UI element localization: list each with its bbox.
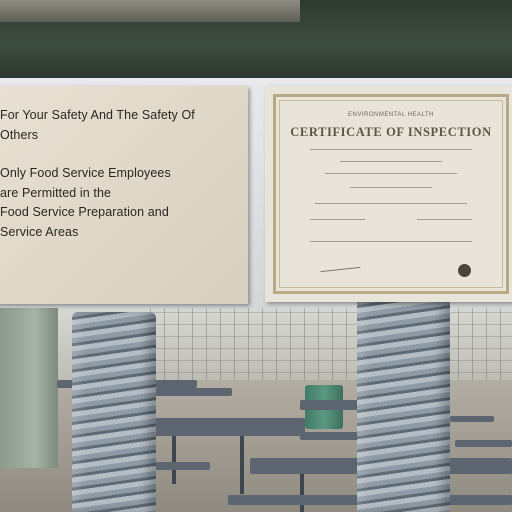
picnic-bench	[455, 440, 512, 447]
sign-line: Service Areas	[0, 224, 79, 239]
striped-pillar-left	[72, 312, 156, 512]
striped-pillar-right	[357, 300, 450, 512]
certificate-rule	[417, 219, 472, 220]
sign-line: Food Service Preparation and	[0, 205, 169, 219]
sign-line: are Permitted in the	[0, 185, 112, 200]
sign-line: For Your Safety And The Safety Of	[0, 108, 195, 122]
certificate-inner-frame	[279, 100, 503, 288]
certificate-rule	[315, 203, 467, 204]
picnic-table	[300, 400, 360, 410]
table-leg	[240, 436, 244, 494]
picnic-table	[155, 418, 305, 436]
table-leg	[172, 436, 176, 484]
certificate-rule	[310, 241, 472, 242]
picnic-bench	[450, 416, 494, 422]
certificate-rule	[350, 187, 432, 188]
safety-sign	[0, 86, 248, 304]
signature-mark	[320, 259, 361, 272]
sign-text	[0, 106, 240, 242]
certificate-rule	[310, 219, 365, 220]
sign-line: Others	[0, 127, 39, 142]
certificate-rule	[310, 149, 472, 150]
picnic-bench	[300, 432, 360, 440]
certificate-rule	[340, 161, 442, 162]
sign-line: Only Food Service Employees	[0, 166, 171, 180]
inspection-certificate	[265, 86, 512, 302]
far-pillar	[0, 308, 58, 468]
beam-ledge	[0, 0, 300, 22]
certificate-title: CERTIFICATE OF INSPECTION	[290, 125, 492, 139]
picnic-bench	[155, 462, 210, 470]
chain-link-fence	[150, 305, 512, 385]
certificate-rule	[325, 173, 457, 174]
seal-icon	[458, 264, 471, 277]
certificate-department: ENVIRONMENTAL HEALTH	[348, 112, 434, 118]
table-leg	[300, 474, 304, 512]
picnic-table	[150, 388, 232, 396]
